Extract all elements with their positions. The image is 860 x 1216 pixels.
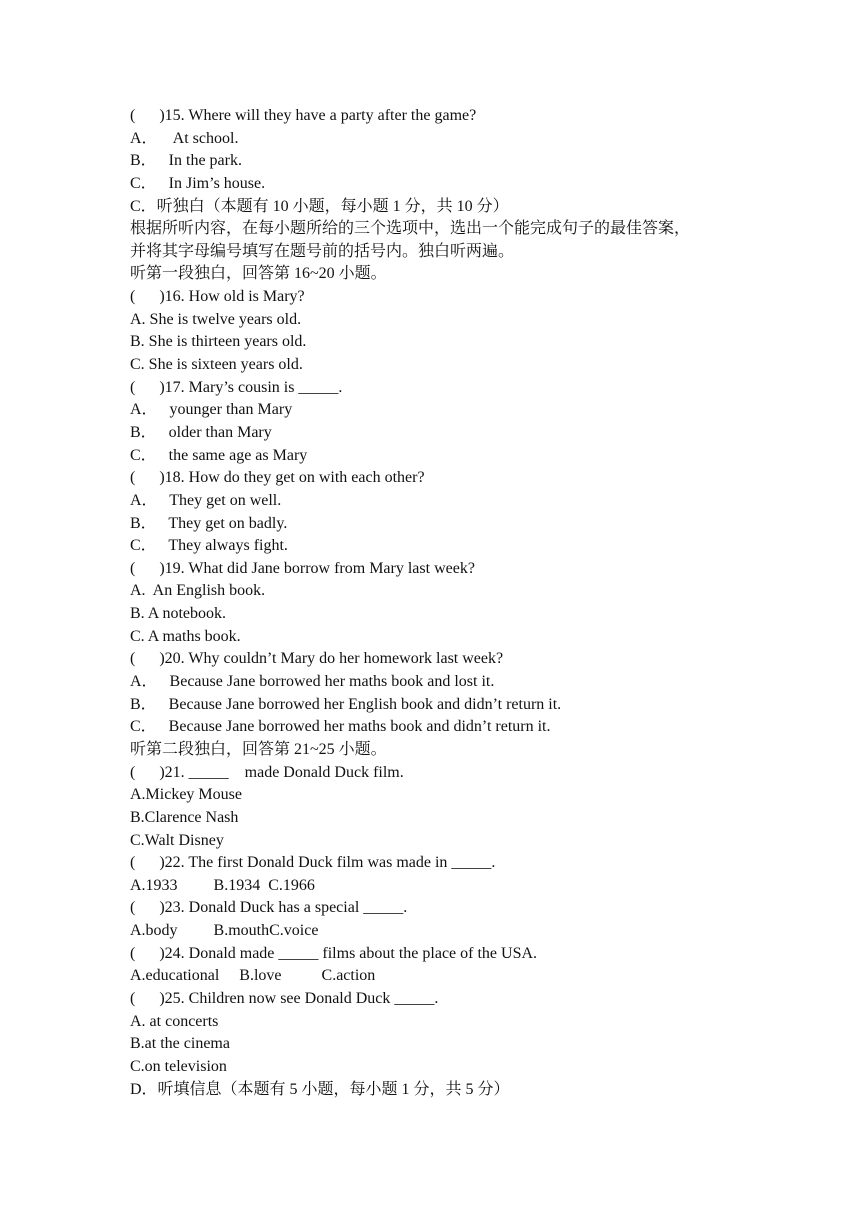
text-line: A． younger than Mary (130, 401, 293, 419)
text-line: A． They get on well. (130, 491, 282, 509)
text-line: 根据所听内容，在每小题所给的三个选项中，选出一个能完成句子的最佳答案， (130, 220, 691, 238)
text-line: C． the same age as Mary (130, 446, 308, 464)
text-line: 听第二段独白，回答第 21~25 小题。 (130, 740, 387, 758)
text-line: A.body B.mouthC.voice (130, 922, 319, 940)
text-line: C. A maths book. (130, 627, 241, 645)
text-line: A． At school. (130, 129, 239, 147)
text-line: ( )21. _____ made Donald Duck film. (130, 763, 404, 781)
text-line: B． They get on badly. (130, 514, 288, 532)
text-line: ( )23. Donald Duck has a special _____. (130, 899, 408, 917)
text-line: C. She is sixteen years old. (130, 356, 303, 374)
text-line: ( )22. The first Donald Duck film was made in _____. (130, 854, 496, 872)
text-line: B.Clarence Nash (130, 808, 239, 826)
text-line: B. She is thirteen years old. (130, 333, 307, 351)
text-line: ( )20. Why couldn’t Mary do her homework last week? (130, 650, 504, 668)
text-line: ( )18. How do they get on with each other? (130, 469, 425, 487)
text-line: C． They always fight. (130, 537, 288, 555)
text-line: A.educational B.love C.action (130, 967, 376, 985)
text-line: C． Because Jane borrowed her maths book and didn’t return it. (130, 718, 551, 736)
text-line: C.Walt Disney (130, 831, 224, 849)
document-page (130, 105, 770, 1101)
text-line: B. A notebook. (130, 605, 227, 623)
text-line: 并将其字母编号填写在题号前的括号内。独白听两遍。 (130, 242, 515, 260)
text-line: B． Because Jane borrowed her English book and didn’t return it. (130, 695, 562, 713)
text-line: B.at the cinema (130, 1035, 230, 1053)
text-line: C.on television (130, 1057, 227, 1075)
text-line: ( )17. Mary’s cousin is _____. (130, 378, 343, 396)
text-line: ( )19. What did Jane borrow from Mary last week? (130, 559, 475, 577)
text-line: C．听独白（本题有 10 小题，每小题 1 分，共 10 分） (130, 197, 509, 215)
text-line: ( )25. Children now see Donald Duck _____. (130, 989, 439, 1007)
text-line: A. She is twelve years old. (130, 310, 302, 328)
text-line: C． In Jim’s house. (130, 174, 266, 192)
text-line: A.Mickey Mouse (130, 786, 242, 804)
text-line: D．听填信息（本题有 5 小题，每小题 1 分，共 5 分） (130, 1080, 510, 1098)
text-line: A.1933 B.1934 C.1966 (130, 876, 315, 894)
text-line: B． older than Mary (130, 423, 272, 441)
text-line: B． In the park. (130, 152, 242, 170)
text-line: A. at concerts (130, 1012, 219, 1030)
text-line: ( )16. How old is Mary? (130, 288, 305, 306)
text-line: ( )15. Where will they have a party after the game? (130, 107, 477, 124)
text-line: ( )24. Donald made _____ films about the place of the USA. (130, 944, 538, 962)
text-line: A. An English book. (130, 582, 266, 600)
text-line: 听第一段独白，回答第 16~20 小题。 (130, 265, 387, 283)
text-line: A． Because Jane borrowed her maths book and lost it. (130, 673, 495, 691)
